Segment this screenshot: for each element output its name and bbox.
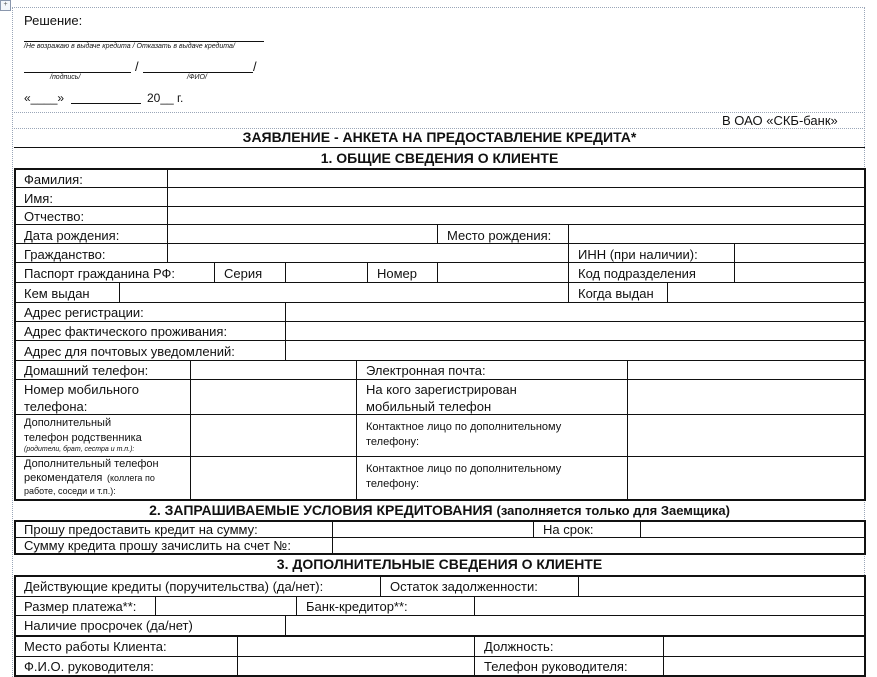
signature-separator: /: [135, 59, 139, 74]
rule: [437, 224, 438, 243]
credit-amount-input[interactable]: [333, 521, 533, 537]
contact2-label-line1: Контактное лицо по дополнительному: [366, 463, 562, 475]
contact2-input[interactable]: [628, 457, 864, 499]
citizenship-input[interactable]: [168, 244, 568, 262]
reg-address-label: Адрес регистрации:: [24, 305, 144, 320]
contact1-label-line2: телефону:: [366, 436, 420, 448]
birth-date-input[interactable]: [168, 225, 437, 243]
mobile-input[interactable]: [191, 380, 356, 414]
name-label: Имя:: [24, 191, 53, 206]
creditor-bank-input[interactable]: [475, 597, 864, 615]
addressee: В ОАО «СКБ-банк»: [722, 113, 838, 128]
workplace-label: Место работы Клиента:: [24, 639, 167, 654]
rule: [14, 147, 865, 148]
rule: [864, 168, 866, 500]
recommender-label-line3: работе, соседи и т.п.):: [24, 486, 116, 496]
rule: [474, 637, 475, 676]
division-code-label: Код подразделения: [578, 266, 696, 281]
overdue-input[interactable]: [286, 616, 864, 635]
section2-title: [14, 502, 865, 519]
surname-input[interactable]: [168, 169, 864, 187]
rule: [568, 282, 569, 302]
payment-label: Размер платежа**:: [24, 599, 137, 614]
decision-month-line[interactable]: [71, 103, 141, 104]
actual-address-input[interactable]: [286, 322, 864, 340]
overdue-label: Наличие просрочек (да/нет): [24, 618, 193, 633]
credit-term-label: На срок:: [543, 522, 594, 537]
birth-date-label: Дата рождения:: [24, 228, 120, 243]
rule: [533, 521, 534, 537]
recommender-label-line2: рекомендателя: [24, 472, 103, 484]
relative-phone-label-line1: Дополнительный: [24, 417, 112, 429]
rule: [568, 262, 569, 282]
payment-input[interactable]: [156, 597, 296, 615]
email-input[interactable]: [628, 361, 864, 379]
inn-label: ИНН (при наличии):: [578, 247, 698, 262]
number-label: Номер: [377, 266, 418, 281]
decision-options: /Не возражаю в выдаче кредита / Отказать в выдаче кредита/: [24, 43, 235, 50]
contact2-label-line2: телефону:: [366, 478, 420, 490]
issued-when-label: Когда выдан: [578, 286, 654, 301]
debt-balance-label: Остаток задолженности:: [390, 579, 538, 594]
signature-line[interactable]: [24, 72, 131, 73]
credit-amount-label: Прошу предоставить кредит на сумму:: [24, 522, 258, 537]
rule: [14, 575, 16, 677]
rule: [14, 168, 16, 500]
fio-label: /ФИО/: [187, 74, 207, 81]
decision-title: Решение:: [24, 13, 83, 28]
rule: [296, 597, 297, 615]
surname-label: Фамилия:: [24, 172, 83, 187]
guide-line: [12, 7, 865, 8]
rule: [214, 262, 215, 282]
home-phone-input[interactable]: [191, 361, 356, 379]
mobile-label-line2: телефона:: [24, 399, 88, 414]
manager-name-input[interactable]: [238, 657, 474, 675]
account-number-input[interactable]: [333, 538, 864, 553]
rule: [356, 360, 357, 500]
mobile-owner-input[interactable]: [628, 380, 864, 414]
section1-title: 1. ОБЩИЕ СВЕДЕНИЯ О КЛИЕНТЕ: [320, 150, 559, 166]
debt-balance-input[interactable]: [579, 576, 864, 596]
citizenship-label: Гражданство:: [24, 247, 106, 262]
home-phone-label: Домашний телефон:: [24, 363, 149, 378]
recommender-label-note: (коллега по: [107, 473, 155, 483]
relative-phone-input[interactable]: [191, 415, 356, 456]
position-label: Должность:: [484, 639, 554, 654]
email-label: Электронная почта:: [366, 363, 486, 378]
section2-title-main: 2. ЗАПРАШИВАЕМЫЕ УСЛОВИЯ КРЕДИТОВАНИЯ: [149, 502, 493, 518]
recommender-phone-input[interactable]: [191, 457, 356, 499]
issued-when-input[interactable]: [668, 283, 864, 302]
cell-marker-icon: +: [0, 0, 11, 11]
passport-label: Паспорт гражданина РФ:: [24, 266, 176, 281]
fio-separator: /: [253, 59, 257, 74]
rule: [380, 576, 381, 596]
mobile-label-line1: Номер мобильного: [24, 382, 139, 397]
rule: [864, 575, 866, 677]
active-credits-label: Действующие кредиты (поручительства) (да/нет):: [24, 579, 324, 594]
rule: [568, 243, 569, 262]
patronymic-label: Отчество:: [24, 209, 85, 224]
guide-line: [12, 7, 13, 677]
form-title: ЗАЯВЛЕНИЕ - АНКЕТА НА ПРЕДОСТАВЛЕНИЕ КРЕДИТА*: [242, 129, 637, 145]
name-input[interactable]: [168, 188, 864, 206]
inn-input[interactable]: [735, 244, 864, 262]
workplace-input[interactable]: [238, 637, 474, 656]
account-number-label: Сумму кредита прошу зачислить на счет №:: [24, 538, 291, 553]
signature-label: /подпись/: [50, 74, 81, 81]
manager-phone-input[interactable]: [664, 657, 864, 675]
passport-series-input[interactable]: [286, 263, 367, 282]
rule: [14, 553, 866, 555]
division-code-input[interactable]: [735, 263, 864, 282]
position-input[interactable]: [664, 637, 864, 656]
passport-number-input[interactable]: [438, 263, 568, 282]
relative-phone-label-line2: телефон родственника: [24, 432, 142, 444]
decision-year[interactable]: 20__ г.: [147, 91, 184, 105]
birth-place-input[interactable]: [569, 225, 864, 243]
actual-address-label: Адрес фактического проживания:: [24, 324, 228, 339]
credit-term-input[interactable]: [641, 521, 864, 537]
creditor-bank-label: Банк-кредитор**:: [306, 599, 408, 614]
rule: [864, 520, 866, 554]
decision-day[interactable]: «____»: [24, 91, 65, 105]
postal-address-label: Адрес для почтовых уведомлений:: [24, 344, 235, 359]
reg-address-input[interactable]: [286, 303, 864, 321]
rule: [367, 262, 368, 282]
recommender-label-line1: Дополнительный телефон: [24, 458, 159, 470]
section2-title-note: (заполняется только для Заемщика): [496, 503, 730, 518]
manager-name-label: Ф.И.О. руководителя:: [24, 659, 154, 674]
fio-line[interactable]: [143, 72, 253, 73]
manager-phone-label: Телефон руководителя:: [484, 659, 628, 674]
issued-by-input[interactable]: [120, 283, 568, 302]
mobile-owner-label-line1: На кого зарегистрирован: [366, 382, 517, 397]
birth-place-label: Место рождения:: [447, 228, 552, 243]
decision-underline: [24, 41, 264, 42]
section3-title: 3. ДОПОЛНИТЕЛЬНЫЕ СВЕДЕНИЯ О КЛИЕНТЕ: [276, 556, 603, 572]
mobile-owner-label-line2: мобильный телефон: [366, 399, 492, 414]
relative-phone-label-line3: (родители, брат, сестра и т.п.):: [24, 446, 135, 453]
postal-address-input[interactable]: [286, 341, 864, 360]
issued-by-label: Кем выдан: [24, 286, 90, 301]
patronymic-input[interactable]: [168, 207, 864, 224]
rule: [14, 499, 866, 501]
series-label: Серия: [224, 266, 263, 281]
contact1-label-line1: Контактное лицо по дополнительному: [366, 421, 562, 433]
contact1-input[interactable]: [628, 415, 864, 456]
